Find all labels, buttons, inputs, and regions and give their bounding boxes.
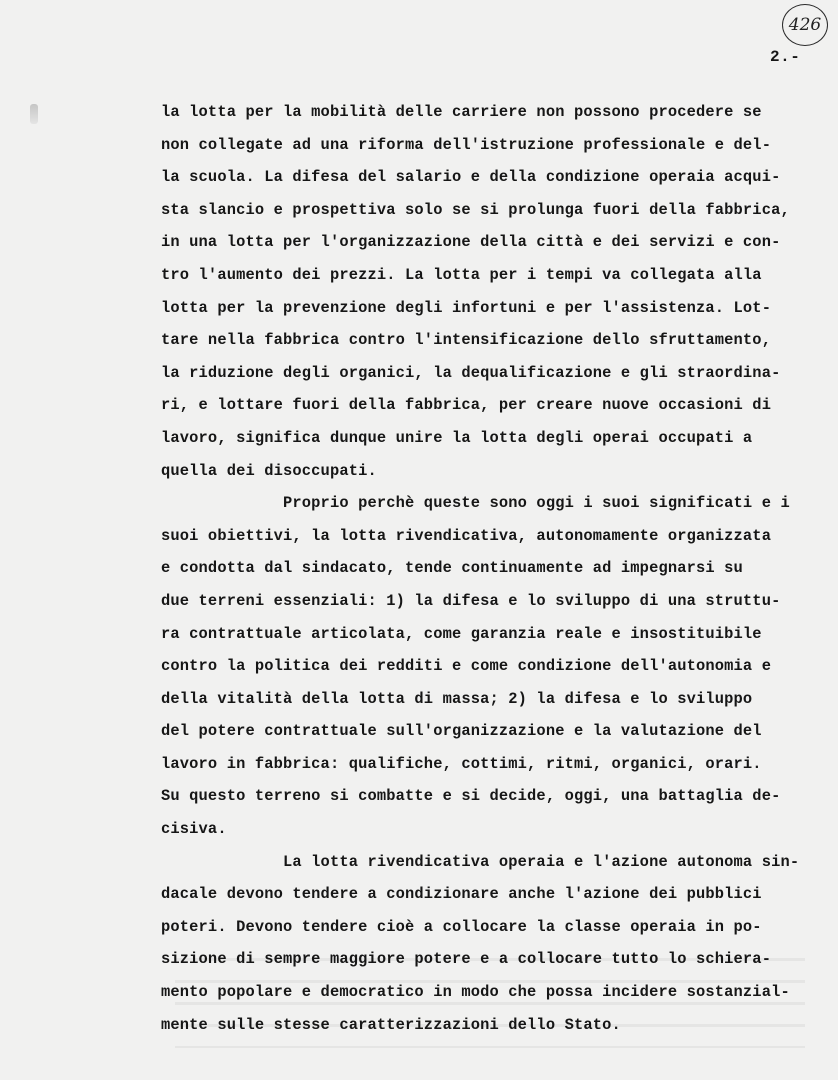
- paragraph-1: [161, 96, 821, 487]
- bleed-through-shadow: [175, 958, 805, 1048]
- folio-number: 426: [788, 15, 822, 35]
- text-line: contro la politica dei redditi e come condizione dell'autonomia e: [161, 657, 772, 676]
- text-line: sta slancio e prospettiva solo se si prolunga fuori della fabbrica,: [161, 200, 790, 219]
- text-line: mente sulle stesse caratterizzazioni dello Stato.: [161, 1015, 621, 1034]
- text-line: mento popolare e democratico in modo che possa incidere sostanzial-: [161, 983, 790, 1002]
- text-line: della vitalità della lotta di massa; 2) la difesa e lo sviluppo: [161, 689, 753, 708]
- body-text: [161, 96, 821, 1041]
- text-line: lavoro in fabbrica: qualifiche, cottimi, ritmi, organici, orari.: [161, 754, 762, 773]
- text-line: la lotta per la mobilità delle carriere non possono procedere se: [161, 103, 762, 121]
- text-line: suoi obiettivi, la lotta rivendicativa, autonomamente organizzata: [161, 526, 772, 545]
- text-line: ri, e lottare fuori della fabbrica, per creare nuove occasioni di: [161, 396, 772, 415]
- text-line: cisiva.: [161, 820, 227, 839]
- text-line: quella dei disoccupati.: [161, 461, 377, 480]
- text-line: ra contrattuale articolata, come garanzia reale e insostituibile: [161, 624, 762, 643]
- text-line: La lotta rivendicativa operaia e l'azione autonoma sin-: [161, 852, 800, 871]
- text-line: Proprio perchè queste sono oggi i suoi significati e i: [161, 494, 790, 513]
- text-line: la scuola. La difesa del salario e della condizione operaia acqui-: [161, 168, 781, 187]
- text-line: sizione di sempre maggiore potere e a collocare tutto lo schiera-: [161, 950, 772, 969]
- text-line: e condotta dal sindacato, tende continuamente ad impegnarsi su: [161, 559, 743, 578]
- text-line: tare nella fabbrica contro l'intensificazione dello sfruttamento,: [161, 331, 772, 350]
- paragraph-2: [161, 487, 821, 846]
- page-number: 2.-: [770, 48, 801, 66]
- text-line: lotta per la prevenzione degli infortuni e per l'assistenza. Lot-: [161, 298, 772, 317]
- text-line: in una lotta per l'organizzazione della città e dei servizi e con-: [161, 233, 781, 252]
- text-line: la riduzione degli organici, la dequalificazione e gli straordina-: [161, 363, 781, 382]
- text-line: dacale devono tendere a condizionare anche l'azione dei pubblici: [161, 885, 762, 904]
- text-line: due terreni essenziali: 1) la difesa e lo sviluppo di una struttu-: [161, 591, 781, 610]
- margin-smudge: [30, 104, 38, 124]
- text-line: del potere contrattuale sull'organizzazione e la valutazione del: [161, 722, 762, 741]
- text-line: poteri. Devono tendere cioè a collocare la classe operaia in po-: [161, 917, 762, 936]
- text-line: non collegate ad una riforma dell'istruzione professionale e del-: [161, 135, 772, 154]
- text-line: lavoro, significa dunque unire la lotta degli operai occupati a: [161, 428, 753, 447]
- text-line: Su questo terreno si combatte e si decide, oggi, una battaglia de-: [161, 787, 781, 806]
- text-line: tro l'aumento dei prezzi. La lotta per i tempi va collegata alla: [161, 265, 762, 284]
- folio-number-stamp: [782, 4, 828, 46]
